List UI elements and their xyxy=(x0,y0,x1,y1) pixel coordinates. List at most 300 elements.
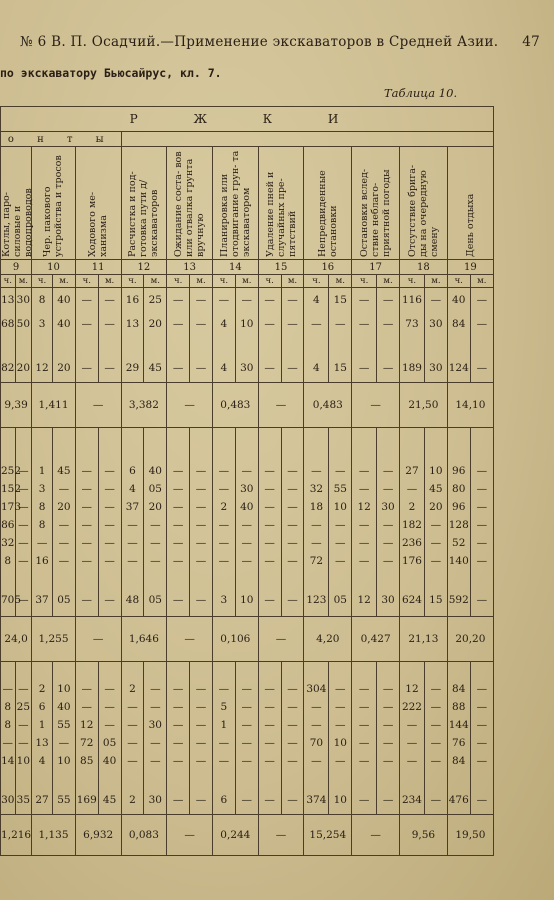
unit-label: м. xyxy=(281,275,304,288)
table-cell: — xyxy=(212,552,235,570)
table-cell: 152 xyxy=(1,480,16,498)
table-cell: 6 xyxy=(32,698,53,716)
table-cell: 30 xyxy=(144,786,167,815)
table-caption: Таблица 10. xyxy=(384,86,458,100)
table-cell: 0,244 xyxy=(212,815,258,856)
table-cell: 84 xyxy=(447,312,470,336)
table-cell: — xyxy=(304,716,329,734)
table-cell: — xyxy=(304,516,329,534)
table-cell: — xyxy=(352,786,377,815)
table-cell: 82 xyxy=(1,354,16,383)
table-cell: — xyxy=(15,584,32,617)
table-cell: — xyxy=(304,698,329,716)
table-cell: — xyxy=(212,734,235,752)
table-cell: 3 xyxy=(32,480,53,498)
table-cell: — xyxy=(121,716,144,734)
unit-label: ч. xyxy=(1,275,16,288)
table-cell: — xyxy=(329,462,352,480)
table-cell: 592 xyxy=(447,584,470,617)
table-cell: — xyxy=(470,786,493,815)
table-cell: — xyxy=(424,680,447,698)
table-cell: — xyxy=(167,617,213,662)
table-cell: — xyxy=(121,534,144,552)
unit-label: ч. xyxy=(447,275,470,288)
table-cell: — xyxy=(258,752,281,770)
table-cell: — xyxy=(167,354,190,383)
table-cell: 52 xyxy=(447,534,470,552)
table-cell: 10 xyxy=(235,312,258,336)
table-row xyxy=(1,698,494,716)
table-cell: 5 xyxy=(212,698,235,716)
table-cell: — xyxy=(98,680,121,698)
table-cell: — xyxy=(281,680,304,698)
unit-label: м. xyxy=(329,275,352,288)
table-cell: 10 xyxy=(329,734,352,752)
table-cell: 96 xyxy=(447,462,470,480)
table-cell: — xyxy=(98,480,121,498)
table-cell: — xyxy=(377,516,400,534)
column-number: 12 xyxy=(121,260,167,275)
table-cell: 1 xyxy=(212,716,235,734)
table-cell: — xyxy=(258,680,281,698)
table-cell: 8 xyxy=(1,698,16,716)
table-cell: — xyxy=(75,288,98,313)
table-cell: — xyxy=(15,734,32,752)
table-cell: — xyxy=(281,734,304,752)
table-cell: — xyxy=(212,680,235,698)
table-cell: 40 xyxy=(144,462,167,480)
table-row xyxy=(1,354,494,383)
unit-label: м. xyxy=(235,275,258,288)
table-cell: 6 xyxy=(121,462,144,480)
column-header-19 xyxy=(447,147,493,260)
table-cell: 20 xyxy=(424,498,447,516)
table-cell: — xyxy=(329,312,352,336)
table-cell: 4 xyxy=(304,288,329,313)
table-cell: 9,56 xyxy=(400,815,448,856)
table-cell: 304 xyxy=(304,680,329,698)
table-cell: 55 xyxy=(329,480,352,498)
table-cell: — xyxy=(352,480,377,498)
table-cell: — xyxy=(121,552,144,570)
unit-label: м. xyxy=(52,275,75,288)
unit-label: ч. xyxy=(75,275,98,288)
table-cell: — xyxy=(167,312,190,336)
table-cell: 85 xyxy=(75,752,98,770)
table-cell: — xyxy=(167,716,190,734)
column-header-12 xyxy=(121,147,167,260)
table-cell: — xyxy=(75,534,98,552)
unit-label: ч. xyxy=(212,275,235,288)
table-cell: — xyxy=(258,498,281,516)
table-cell: — xyxy=(281,786,304,815)
table-cell: — xyxy=(258,617,304,662)
table-cell: 15 xyxy=(329,354,352,383)
table-cell: — xyxy=(258,383,304,428)
table-cell: — xyxy=(352,552,377,570)
table-cell: — xyxy=(424,534,447,552)
header-title: № 6 В. П. Осадчий.—Применение экскаваторов в Средней Азии. xyxy=(20,34,499,50)
column-number: 10 xyxy=(32,260,76,275)
table-cell: — xyxy=(377,680,400,698)
table-cell: — xyxy=(190,288,213,313)
table-cell: — xyxy=(329,752,352,770)
table-cell: — xyxy=(352,383,400,428)
table-cell: — xyxy=(15,534,32,552)
table-cell: — xyxy=(281,516,304,534)
table-cell: — xyxy=(167,734,190,752)
table-cell: — xyxy=(470,584,493,617)
table-cell: — xyxy=(121,516,144,534)
table-cell: — xyxy=(98,462,121,480)
row-spacer xyxy=(1,336,494,354)
table-cell: — xyxy=(190,516,213,534)
table-row xyxy=(1,680,494,698)
table-cell: — xyxy=(190,786,213,815)
table-cell: 20 xyxy=(144,312,167,336)
table-cell: 30 xyxy=(377,584,400,617)
unit-label: м. xyxy=(98,275,121,288)
table-cell: — xyxy=(167,786,190,815)
table-cell: 15 xyxy=(424,584,447,617)
table-cell: 20 xyxy=(52,498,75,516)
table-cell: — xyxy=(281,752,304,770)
table-cell: 1,411 xyxy=(32,383,76,428)
table-cell: — xyxy=(329,534,352,552)
table-cell: 15,254 xyxy=(304,815,352,856)
table-cell: 50 xyxy=(15,312,32,336)
column-header-label: Непредвиденные остановки xyxy=(316,170,339,257)
column-header-label: Отсутствие брига- ды на очередную смену xyxy=(406,164,440,257)
table-cell: — xyxy=(1,680,16,698)
table-cell: 173 xyxy=(1,498,16,516)
table-row xyxy=(1,752,494,770)
table-cell: — xyxy=(98,516,121,534)
table-row xyxy=(1,312,494,336)
table-cell: — xyxy=(190,716,213,734)
table-cell: 73 xyxy=(400,312,425,336)
table-cell: — xyxy=(281,498,304,516)
table-cell: — xyxy=(98,288,121,313)
table-cell: — xyxy=(470,354,493,383)
table-cell: — xyxy=(470,480,493,498)
table-cell: 10 xyxy=(52,752,75,770)
table-cell: — xyxy=(190,734,213,752)
table-cell: — xyxy=(190,680,213,698)
table-cell: 10 xyxy=(424,462,447,480)
table-cell: 24,0 xyxy=(1,617,32,662)
table-cell: — xyxy=(75,516,98,534)
table-cell: 2 xyxy=(212,498,235,516)
table-cell: 45 xyxy=(52,462,75,480)
table-cell: — xyxy=(258,698,281,716)
table-cell: 123 xyxy=(304,584,329,617)
table-cell: 252 xyxy=(1,462,16,480)
table-cell: — xyxy=(377,786,400,815)
table-cell: 88 xyxy=(447,698,470,716)
table-cell: — xyxy=(235,698,258,716)
unit-label: м. xyxy=(470,275,493,288)
table-cell: — xyxy=(235,288,258,313)
table-cell: — xyxy=(377,752,400,770)
table-cell: 21,13 xyxy=(400,617,448,662)
table-cell: — xyxy=(470,716,493,734)
table-row xyxy=(1,552,494,570)
column-header-label: Удаление пней и случайных пре- пятствий xyxy=(264,171,298,257)
table-cell: 29 xyxy=(121,354,144,383)
table-cell: 176 xyxy=(400,552,425,570)
column-header-16 xyxy=(304,147,352,260)
table-cell: — xyxy=(167,815,213,856)
table-cell: 20 xyxy=(52,354,75,383)
table-cell: — xyxy=(98,552,121,570)
table-cell: 13 xyxy=(32,734,53,752)
table-cell: — xyxy=(190,462,213,480)
table-cell: — xyxy=(190,584,213,617)
table-cell: — xyxy=(281,312,304,336)
column-header-label: Котлы, паро- силовые и водопроводов xyxy=(1,188,34,257)
table-cell: — xyxy=(258,288,281,313)
table-cell: 189 xyxy=(400,354,425,383)
table-cell: — xyxy=(377,716,400,734)
table-cell: — xyxy=(167,752,190,770)
table-cell: — xyxy=(190,312,213,336)
table-cell: 84 xyxy=(447,680,470,698)
table-cell: — xyxy=(190,752,213,770)
table-row xyxy=(1,815,494,856)
table-cell: 05 xyxy=(144,584,167,617)
table-cell: — xyxy=(304,312,329,336)
table-cell: — xyxy=(470,462,493,480)
table-cell: — xyxy=(190,552,213,570)
table-cell: — xyxy=(167,584,190,617)
table-cell: 70 xyxy=(304,734,329,752)
table-cell: 12 xyxy=(32,354,53,383)
table-cell: — xyxy=(75,617,121,662)
table-cell: 12 xyxy=(352,498,377,516)
table-cell: 20 xyxy=(15,354,32,383)
table-cell: — xyxy=(377,288,400,313)
column-number: 9 xyxy=(1,260,32,275)
table-cell: 1,135 xyxy=(32,815,76,856)
column-header-9 xyxy=(1,147,32,260)
group-title: Р Ж К И xyxy=(1,107,494,132)
table-cell: — xyxy=(75,584,98,617)
table-cell: 05 xyxy=(329,584,352,617)
table-cell: — xyxy=(15,480,32,498)
table-cell: — xyxy=(424,288,447,313)
table-cell: 6 xyxy=(212,786,235,815)
table-cell: 2 xyxy=(121,680,144,698)
unit-label: ч. xyxy=(258,275,281,288)
table-cell: — xyxy=(377,734,400,752)
table-cell: — xyxy=(470,734,493,752)
table-cell: 116 xyxy=(400,288,425,313)
table-cell: — xyxy=(352,698,377,716)
table-cell: — xyxy=(98,498,121,516)
table-row xyxy=(1,786,494,815)
column-number: 15 xyxy=(258,260,304,275)
table-cell: — xyxy=(470,534,493,552)
table-row xyxy=(1,462,494,480)
table-cell: — xyxy=(258,716,281,734)
table-cell: 55 xyxy=(52,716,75,734)
table-cell: 705 xyxy=(1,584,16,617)
table-cell: 1 xyxy=(32,462,53,480)
table-cell: — xyxy=(424,734,447,752)
table-cell: 30 xyxy=(1,786,16,815)
table-cell: 10 xyxy=(329,786,352,815)
table-cell: — xyxy=(190,480,213,498)
table-cell: 25 xyxy=(144,288,167,313)
table-cell: 40 xyxy=(52,698,75,716)
table-cell: 32 xyxy=(304,480,329,498)
table-cell: — xyxy=(15,716,32,734)
column-header-11 xyxy=(75,147,121,260)
table-cell: — xyxy=(400,734,425,752)
table-cell: — xyxy=(424,752,447,770)
table-cell: 19,50 xyxy=(447,815,493,856)
column-number: 11 xyxy=(75,260,121,275)
table-cell: 12 xyxy=(400,680,425,698)
data-table xyxy=(0,106,494,846)
table-cell: — xyxy=(352,734,377,752)
table-cell: — xyxy=(352,312,377,336)
table-cell: — xyxy=(258,815,304,856)
table-cell: — xyxy=(281,480,304,498)
table-row xyxy=(1,716,494,734)
row-spacer xyxy=(1,662,494,681)
table-row xyxy=(1,617,494,662)
table-cell: 4 xyxy=(212,312,235,336)
table-cell: 128 xyxy=(447,516,470,534)
table-cell: — xyxy=(167,480,190,498)
table-cell: 05 xyxy=(144,480,167,498)
table-cell: — xyxy=(352,288,377,313)
column-header-label: Расчистка и под- готовка пути д/экскаваторов xyxy=(127,171,161,257)
table-cell: — xyxy=(258,786,281,815)
table-cell: — xyxy=(377,354,400,383)
table-cell: — xyxy=(470,752,493,770)
table-cell: — xyxy=(377,462,400,480)
table-cell: — xyxy=(98,312,121,336)
table-cell: — xyxy=(400,480,425,498)
table-cell: 1,255 xyxy=(32,617,76,662)
table-cell: 12 xyxy=(352,584,377,617)
table-cell: 2 xyxy=(121,786,144,815)
table-cell: 4 xyxy=(304,354,329,383)
table-cell: 76 xyxy=(447,734,470,752)
table-cell: — xyxy=(424,786,447,815)
column-header-10 xyxy=(32,147,76,260)
table-cell: 20,20 xyxy=(447,617,493,662)
table-cell: — xyxy=(400,716,425,734)
table-cell: 234 xyxy=(400,786,425,815)
table-cell: — xyxy=(424,552,447,570)
table-cell: 40 xyxy=(447,288,470,313)
table-cell: 30 xyxy=(15,288,32,313)
table-cell: — xyxy=(235,716,258,734)
table-cell: — xyxy=(144,516,167,534)
table-cell: — xyxy=(144,752,167,770)
table-cell: — xyxy=(167,462,190,480)
table-cell: — xyxy=(258,312,281,336)
table-cell: 30 xyxy=(424,354,447,383)
table-cell: 3 xyxy=(32,312,53,336)
table-cell: — xyxy=(470,288,493,313)
unit-label: ч. xyxy=(32,275,53,288)
table-cell: — xyxy=(167,552,190,570)
table-cell: — xyxy=(144,534,167,552)
table-cell: — xyxy=(167,516,190,534)
unit-label: ч. xyxy=(400,275,425,288)
table-cell: 37 xyxy=(121,498,144,516)
table-cell: — xyxy=(98,354,121,383)
table-cell: — xyxy=(258,462,281,480)
table-cell: 4 xyxy=(121,480,144,498)
table-cell: — xyxy=(329,680,352,698)
table-cell: — xyxy=(15,680,32,698)
table-cell: — xyxy=(329,516,352,534)
table-cell: 4,20 xyxy=(304,617,352,662)
table-cell: 45 xyxy=(98,786,121,815)
table-cell: — xyxy=(212,534,235,552)
unit-label: ч. xyxy=(352,275,377,288)
table-cell: — xyxy=(52,516,75,534)
table-cell: 21,50 xyxy=(400,383,448,428)
table-cell: 72 xyxy=(304,552,329,570)
table-cell: 144 xyxy=(447,716,470,734)
table-cell: — xyxy=(258,734,281,752)
page-number: 47 xyxy=(522,34,540,50)
table-cell: — xyxy=(212,516,235,534)
table-cell: 37 xyxy=(32,584,53,617)
table-cell: 14,10 xyxy=(447,383,493,428)
table-cell: 374 xyxy=(304,786,329,815)
table-cell: 40 xyxy=(98,752,121,770)
table-cell: 476 xyxy=(447,786,470,815)
table-cell: — xyxy=(281,534,304,552)
table-cell: 16 xyxy=(32,552,53,570)
table-cell: — xyxy=(212,752,235,770)
table-cell: 20 xyxy=(144,498,167,516)
group-subtitle: о н т ы xyxy=(1,132,122,147)
table-cell: 624 xyxy=(400,584,425,617)
table-cell: 3,382 xyxy=(121,383,167,428)
column-number: 17 xyxy=(352,260,400,275)
table-cell: — xyxy=(167,498,190,516)
table-row xyxy=(1,534,494,552)
column-number: 13 xyxy=(167,260,213,275)
table-cell: 30 xyxy=(235,354,258,383)
row-spacer xyxy=(1,428,494,463)
table-cell: — xyxy=(377,698,400,716)
column-header-label: Остановки вслед- ствие неблаго- приятной погоды xyxy=(359,168,393,257)
table-cell: 35 xyxy=(15,786,32,815)
table-cell: — xyxy=(75,498,98,516)
row-spacer xyxy=(1,570,494,584)
table-row xyxy=(1,584,494,617)
table-cell: — xyxy=(167,288,190,313)
table-cell: 30 xyxy=(424,312,447,336)
table-cell: 2 xyxy=(400,498,425,516)
table-cell: 55 xyxy=(52,786,75,815)
unit-label: м. xyxy=(377,275,400,288)
table-cell: — xyxy=(167,534,190,552)
table-cell: 1,646 xyxy=(121,617,167,662)
table-cell: — xyxy=(235,534,258,552)
table-cell: 45 xyxy=(424,480,447,498)
